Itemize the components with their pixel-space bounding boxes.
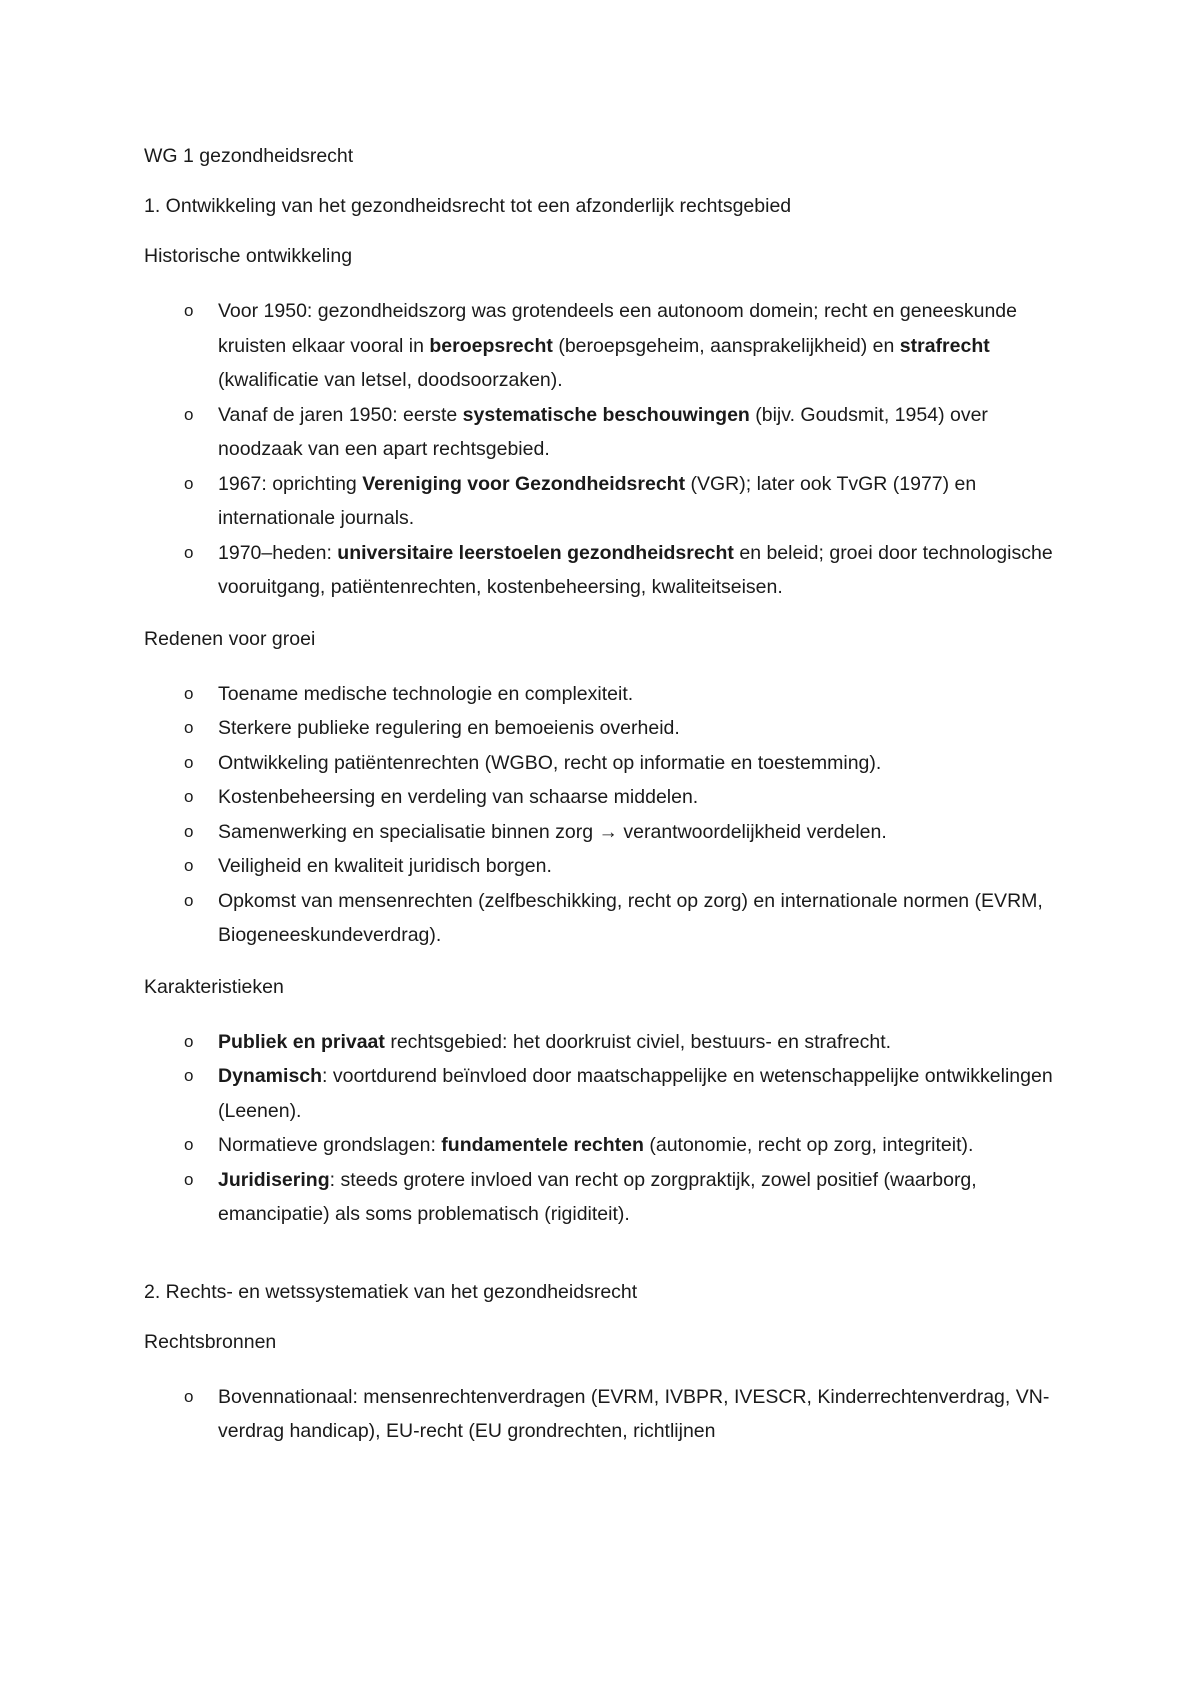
- bullet-icon: o: [184, 473, 194, 493]
- rechtsbronnen-list: [144, 1380, 1064, 1449]
- list-item: o Samenwerking en specialisatie binnen zorg → verantwoordelijkheid verdelen.: [144, 815, 1064, 850]
- list-item: o Veiligheid en kwaliteit juridisch borgen.: [144, 849, 1064, 884]
- bullet-icon: o: [184, 1135, 194, 1154]
- list-item: o Juridisering: steeds grotere invloed van recht op zorgpraktijk, zowel positief (waarborg, emancipatie) als soms problematisch (rigiditeit).: [144, 1163, 1064, 1232]
- karakteristieken-heading: Karakteristieken: [144, 975, 284, 998]
- bullet-icon: o: [184, 404, 194, 424]
- section-1-heading: 1. Ontwikkeling van het gezondheidsrecht tot een afzonderlijk rechtsgebied: [144, 195, 792, 217]
- historisch-heading: Historische ontwikkeling: [144, 245, 353, 267]
- list-item: o 1970–heden: universitaire leerstoelen gezondheidsrecht en beleid; groei door technologische vooruitgang, patiëntenrechten, kostenbeheersing, kwaliteitseisen.: [144, 536, 1064, 605]
- list-item: o Sterkere publieke regulering en bemoeienis overheid.: [144, 711, 1064, 746]
- list-item: o Normatieve grondslagen: fundamentele rechten (autonomie, recht op zorg, integriteit).: [144, 1128, 1064, 1163]
- bullet-icon: o: [184, 821, 194, 841]
- bullet-icon: o: [184, 787, 194, 806]
- redenen-heading: Redenen voor groei: [144, 627, 316, 650]
- list-item: o Ontwikkeling patiëntenrechten (WGBO, recht op informatie en toestemming).: [144, 746, 1064, 781]
- bullet-icon: o: [184, 301, 194, 320]
- bullet-icon: o: [184, 1031, 194, 1051]
- bullet-icon: o: [184, 683, 194, 703]
- bullet-icon: o: [184, 890, 194, 910]
- list-item: o Opkomst van mensenrechten (zelfbeschikking, recht op zorg) en internationale normen (EVRM, Biogeneeskundeverdrag).: [144, 884, 1064, 953]
- bullet-icon: o: [184, 1169, 194, 1189]
- rechtsbronnen-heading: Rechtsbronnen: [144, 1330, 277, 1353]
- list-item: o Vanaf de jaren 1950: eerste systematische beschouwingen (bijv. Goudsmit, 1954) over noodzaak van een apart rechtsgebied.: [144, 398, 1064, 467]
- list-item: o Bovennationaal: mensenrechtenverdragen (EVRM, IVBPR, IVESCR, Kinderrechtenverdrag, VN-verdrag handicap), EU-recht (EU grondrechten, richtlijnen: [144, 1380, 1064, 1449]
- list-item: o Kostenbeheersing en verdeling van schaarse middelen.: [144, 780, 1064, 815]
- list-item: o Toename medische technologie en complexiteit.: [144, 677, 1064, 712]
- list-item: o Voor 1950: gezondheidszorg was grotendeels een autonoom domein; recht en geneeskunde kruisten elkaar vooral in beroepsrecht (beroepsgeheim, aansprakelijkheid) en strafrecht (kwalificatie van letsel, doodsoorzaken).: [144, 294, 1064, 398]
- bullet-icon: o: [184, 718, 194, 737]
- bullet-icon: o: [184, 1386, 194, 1406]
- list-item: o 1967: oprichting Vereniging voor Gezondheidsrecht (VGR); later ook TvGR (1977) en internationale journals.: [144, 467, 1064, 536]
- section-2-heading: 2. Rechts- en wetssystematiek van het gezondheidsrecht: [144, 1280, 638, 1303]
- list-item: o Dynamisch: voortdurend beïnvloed door maatschappelijke en wetenschappelijke ontwikkelingen (Leenen).: [144, 1059, 1064, 1128]
- list-item: o Publiek en privaat rechtsgebied: het doorkruist civiel, bestuurs- en strafrecht.: [144, 1025, 1064, 1060]
- redenen-list: [144, 677, 1064, 953]
- document-body: [144, 144, 1064, 1471]
- bullet-icon: o: [184, 542, 194, 562]
- bullet-icon: o: [184, 752, 194, 772]
- historisch-list: [144, 294, 1064, 605]
- document-title: WG 1 gezondheidsrecht: [144, 145, 354, 167]
- karakteristieken-list: [144, 1025, 1064, 1232]
- bullet-icon: o: [184, 856, 194, 875]
- bullet-icon: o: [184, 1066, 194, 1085]
